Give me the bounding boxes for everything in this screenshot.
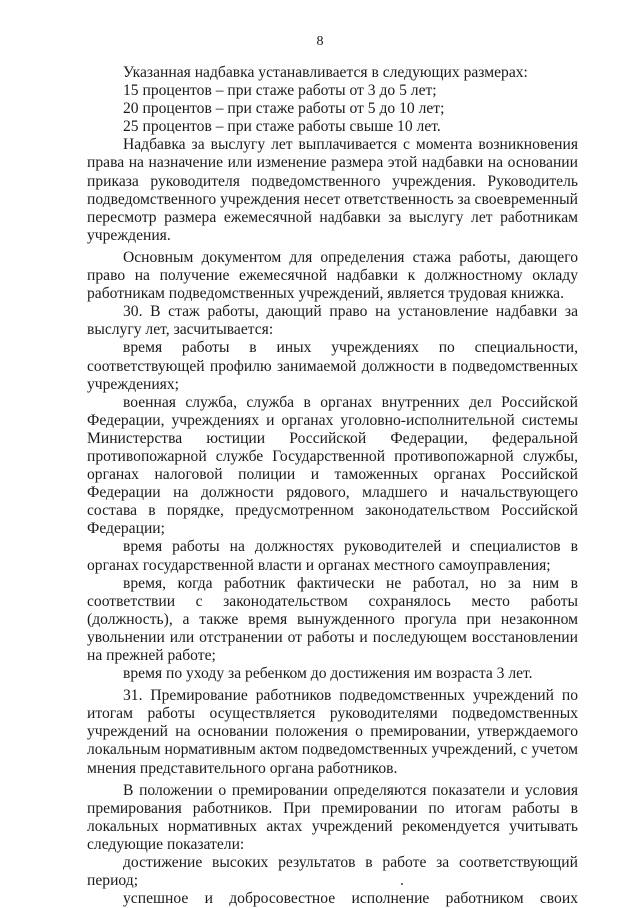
paragraph-rate-25: 25 процентов – при стаже работы свыше 10 лет.: [123, 118, 441, 136]
paragraph-clause-31: 31. Премирование работников подведомственных учреждений по итогам работы осуществляется руководителями подведомственных учреждений на основании положения о премировании, утверждаемого локальным нормативным актом подведомственных учреждений, с учетом мнения представительного органа работников.: [87, 687, 578, 777]
paragraph-military-service: военная служба, служба в органах внутренних дел Российской Федерации, учреждениях и органах уголовно-исполнительной системы Министерства юстиции Российской Федерации, федеральной противопожарной службе Государственной противопожарной службы, органах налоговой полиции и таможенных органах Российской Федерации на должности рядового, младшего и начальствующего состава в порядке, предусмотренном законодательством Российской Федерации;: [87, 393, 578, 538]
paragraph-payment-start: Надбавка за выслугу лет выплачивается с момента возникновения права на назначение или изменение размера этой надбавки на основании приказа руководителя подведомственного учреждения. Руководитель подведомственного учреждения несет ответственность за своевременный пересмотр размера ежемесячной надбавки за выслугу лет работникам учреждения.: [87, 136, 578, 244]
scan-speck: [401, 883, 403, 885]
paragraph-work-other-institutions: время работы в иных учреждениях по специальности, соответствующей профилю занимаемой должности в подведомственных учреждениях;: [87, 339, 578, 393]
paragraph-bonus-regulation: В положении о премировании определяются показатели и условия премирования работников. При премировании по итогам работы в локальных нормативных актах учреждений рекомендуется учитывать следующие показатели:: [87, 781, 578, 853]
paragraph-conscientious-performance: успешное и добросовестное исполнение работником своих: [123, 890, 578, 908]
paragraph-government-positions: время работы на должностях руководителей и специалистов в органах государственной власти и органах местного самоуправления;: [87, 538, 578, 574]
paragraph-rates-intro: Указанная надбавка устанавливается в следующих размерах:: [123, 64, 528, 81]
paragraph-rate-15: 15 процентов – при стаже работы от 3 до 5 лет;: [123, 82, 437, 100]
paragraph-rate-20: 20 процентов – при стаже работы от 5 до 10 лет;: [123, 100, 445, 118]
document-body: [87, 64, 578, 908]
paragraph-high-results: достижение высоких результатов в работе за соответствующий период;: [87, 854, 578, 890]
paragraph-clause-30: 30. В стаж работы, дающий право на установление надбавки за выслугу лет, засчитывается:: [87, 303, 578, 339]
paragraph-main-document: Основным документом для определения стажа работы, дающего право на получение ежемесячной надбавки к должностному окладу работникам подведомственных учреждений, является трудовая книжка.: [87, 248, 578, 303]
page-number: 8: [316, 34, 324, 49]
paragraph-child-care: время по уходу за ребенком до достижения им возраста 3 лет.: [123, 665, 533, 683]
paragraph-retained-position: время, когда работник фактически не работал, но за ним в соответствии с законодательством сохранялось место работы (должность), а также время вынужденного прогула при незаконном увольнении или отстранении от работы и последующем восстановлении на прежней работе;: [87, 574, 578, 664]
